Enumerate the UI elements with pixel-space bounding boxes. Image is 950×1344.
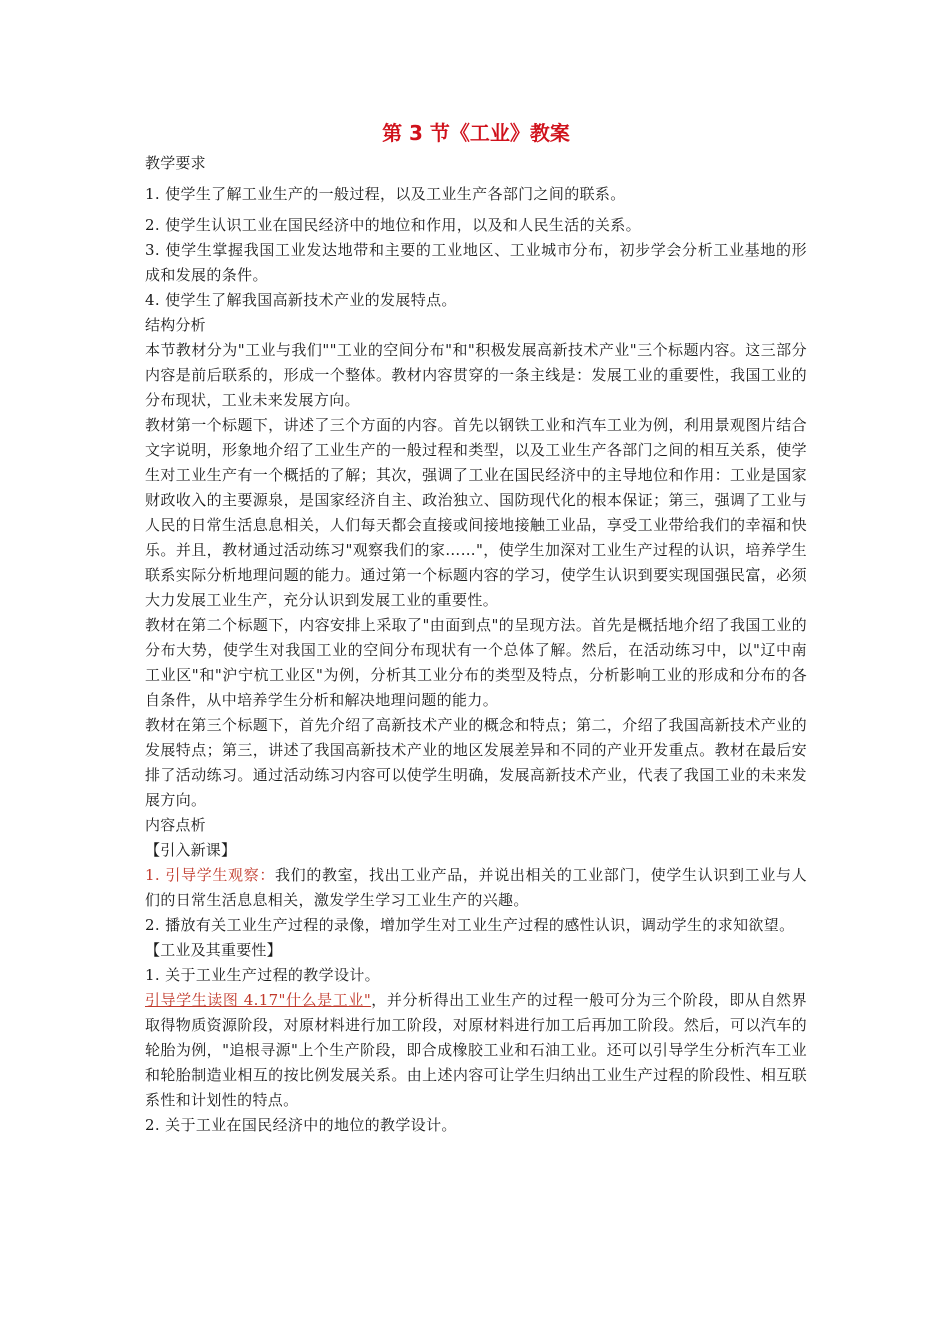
structure-paragraph: 教材在第三个标题下，首先介绍了高新技术产业的概念和特点；第二，介绍了我国高新技术产业的发展特点；第三，讲述了我国高新技术产业的地区发展差异和不同的产业开发重点。教材在最后安排了活动练习。通过活动练习内容可以使学生明确，发展高新技术产业，代表了我国工业的未来发展方向。 xyxy=(145,716,807,809)
intro-item-1-text: 我们的教室，找出工业产品，并说出相关的工业部门，使学生认识到工业与人们的日常生活息息相关，激发学生学习工业生产的兴趣。 xyxy=(145,866,807,909)
design-item-1-text: ，并分析得出工业生产的过程一般可分为三个阶段，即从自然界取得物质资源阶段，对原材料进行加工阶段，对原材料进行加工后再加工阶段。然后，可以汽车的轮胎为例，"追根寻源"上个生产阶段，即合成橡胶工业和石油工业。还可以引导学生分析汽车工业和轮胎制造业相互的按比例发展关系。由上述内容可让学生归纳出工业生产过程的阶段性、相互联系性和计划性的特点。 xyxy=(145,991,807,1109)
subsection-heading-intro: 【引入新课】 xyxy=(145,841,237,859)
section-heading-content: 内容点析 xyxy=(145,816,206,834)
design-item-1-body xyxy=(145,988,807,1113)
requirement-item: 2. 使学生认识工业在国民经济中的地位和作用，以及和人民生活的关系。 xyxy=(145,216,641,234)
intro-item-1-highlight: 1. 引导学生观察： xyxy=(145,866,276,884)
document-title: 第 3 节《工业》教案 xyxy=(382,121,570,145)
requirement-item: 1. 使学生了解工业生产的一般过程，以及工业生产各部门之间的联系。 xyxy=(145,185,626,203)
section-heading-requirements: 教学要求 xyxy=(145,154,206,172)
structure-paragraph: 教材在第二个标题下，内容安排上采取了"由面到点"的呈现方法。首先是概括地介绍了我国工业的分布大势，使学生对我国工业的空间分布现状有一个总体了解。然后，在活动练习中，以"辽中南工业区"和"沪宁杭工业区"为例，分析其工业分布的类型及特点，分析影响工业的形成和分布的各自条件，从中培养学生分析和解决地理问题的能力。 xyxy=(145,616,807,709)
document-page xyxy=(145,118,807,1138)
design-item-1-title: 1. 关于工业生产过程的教学设计。 xyxy=(145,966,381,984)
intro-item-1 xyxy=(145,863,807,913)
section-heading-structure: 结构分析 xyxy=(145,316,206,334)
structure-paragraph: 本节教材分为"工业与我们""工业的空间分布"和"积极发展高新技术产业"三个标题内容。这三部分内容是前后联系的，形成一个整体。教材内容贯穿的一条主线是：发展工业的重要性，我国工业的分布现状，工业未来发展方向。 xyxy=(145,341,807,409)
requirement-item: 4. 使学生了解我国高新技术产业的发展特点。 xyxy=(145,291,457,309)
design-item-2-title: 2. 关于工业在国民经济中的地位的教学设计。 xyxy=(145,1116,457,1134)
requirement-item: 3. 使学生掌握我国工业发达地带和主要的工业地区、工业城市分布，初步学会分析工业基地的形成和发展的条件。 xyxy=(145,241,807,284)
intro-item-2: 2. 播放有关工业生产过程的录像，增加学生对工业生产过程的感性认识，调动学生的求知欲望。 xyxy=(145,916,795,934)
design-item-1-highlight: 引导学生读图 4.17"什么是工业" xyxy=(145,991,372,1009)
subsection-heading-importance: 【工业及其重要性】 xyxy=(145,941,282,959)
structure-paragraph: 教材第一个标题下，讲述了三个方面的内容。首先以钢铁工业和汽车工业为例，利用景观图片结合文字说明，形象地介绍了工业生产的一般过程和类型，以及工业生产各部门之间的相互关系，使学生对工业生产有一个概括的了解；其次，强调了工业在国民经济中的主导地位和作用：工业是国家财政收入的主要源泉，是国家经济自主、政治独立、国防现代化的根本保证；第三，强调了工业与人民的日常生活息息相关，人们每天都会直接或间接地接触工业品，享受工业带给我们的幸福和快乐。并且，教材通过活动练习"观察我们的家……"，使学生加深对工业生产过程的认识，培养学生联系实际分析地理问题的能力。通过第一个标题内容的学习，使学生认识到要实现国强民富，必须大力发展工业生产，充分认识到发展工业的重要性。 xyxy=(145,416,807,609)
